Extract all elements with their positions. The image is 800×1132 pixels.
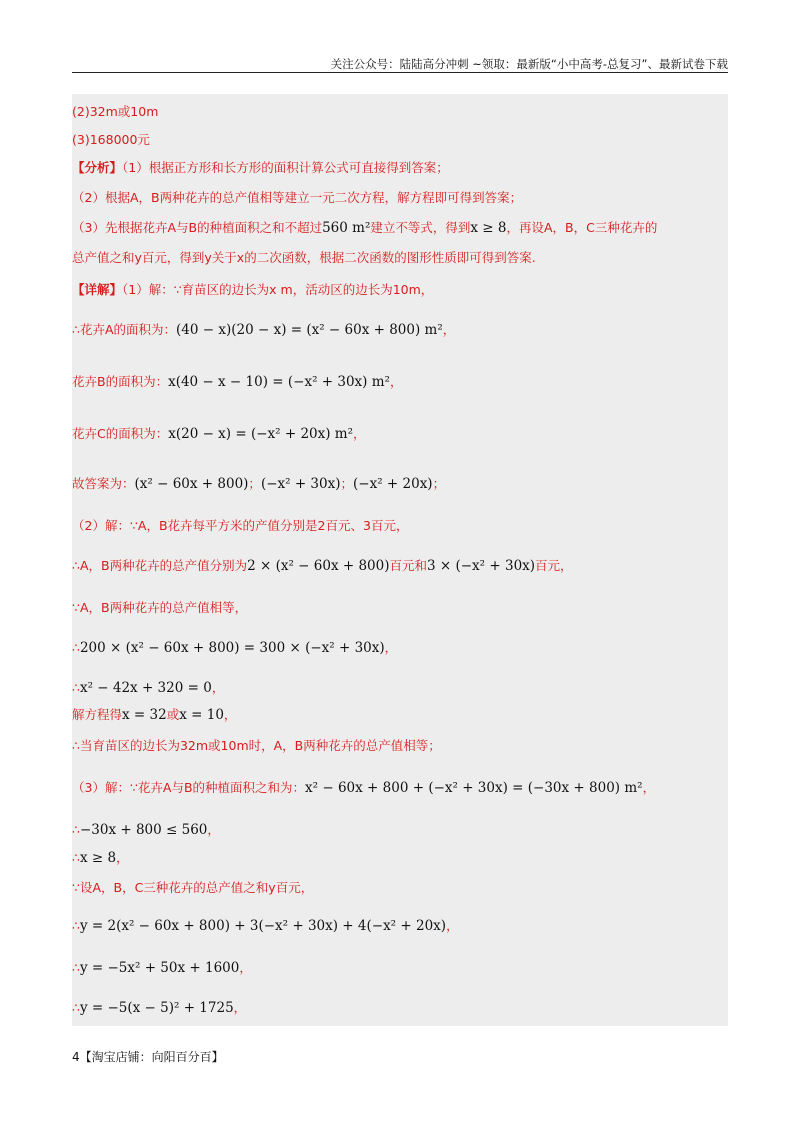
answer-part-3: (3)168000元: [72, 132, 150, 147]
detail-line-11: 解方程得x = 32或x = 10，: [72, 707, 237, 723]
page-footer: 4【淘宝店铺：向阳百分百】: [72, 1050, 224, 1064]
header-rule: [72, 72, 728, 73]
detail-line-7: ∴A，B两种花卉的总产值分别为2 × (x² − 60x + 800)百元和3 × (−x² + 30x)百元，: [72, 558, 573, 574]
answer-part-2: (2)32m或10m: [72, 104, 159, 119]
analysis-tag: 【分析】: [72, 160, 123, 175]
detail-line-9: ∴200 × (x² − 60x + 800) = 300 × (−x² + 30x)，: [72, 640, 398, 656]
detail-line-2: ∴花卉A的面积为：(40 − x)(20 − x) = (x² − 60x + 800) m²，: [72, 322, 456, 338]
detail-line-10: ∴x² − 42x + 320 = 0，: [72, 680, 225, 696]
detail-line-6: （2）解：∵A，B花卉每平方米的产值分别是2百元、3百元，: [72, 518, 409, 533]
detail-line-13: （3）解：∵花卉A与B的种植面积之和为：x² − 60x + 800 + (−x² + 30x) = (−30x + 800) m²，: [72, 780, 656, 796]
detail-line-3: 花卉B的面积为：x(40 − x − 10) = (−x² + 30x) m²，: [72, 374, 403, 390]
detail-line-18: ∴y = −5x² + 50x + 1600，: [72, 960, 252, 976]
detail-line-19: ∴y = −5(x − 5)² + 1725，: [72, 1000, 247, 1016]
detail-line-1: 【详解】（1）解：∵育苗区的边长为x m，活动区的边长为10m，: [72, 282, 434, 297]
detail-line-5: 故答案为：(x² − 60x + 800)；(−x² + 30x)；(−x² + 20x)；: [72, 476, 446, 492]
detail-line-15: ∴x ≥ 8，: [72, 850, 129, 866]
detail-line-16: ∵设A，B，C三种花卉的总产值之和y百元，: [72, 880, 314, 895]
analysis-line-4: 总产值之和y百元，得到y关于x的二次函数，根据二次函数的图形性质即可得到答案.: [72, 250, 536, 265]
detail-line-17: ∴y = 2(x² − 60x + 800) + 3(−x² + 30x) + 4(−x² + 20x)，: [72, 918, 459, 934]
detail-line-12: ∴当育苗区的边长为32m或10m时，A，B两种花卉的总产值相等；: [72, 738, 441, 753]
analysis-line-1: 【分析】（1）根据正方形和长方形的面积计算公式可直接得到答案；: [72, 160, 449, 175]
detail-line-4: 花卉C的面积为：x(20 − x) = (−x² + 20x) m²，: [72, 426, 366, 442]
solution-content: [72, 94, 728, 1026]
detail-line-8: ∵A，B两种花卉的总产值相等，: [72, 600, 248, 615]
page-header: 关注公众号：陆陆高分冲刺 ~领取：最新版“小中高考-总复习”、最新试卷下载: [330, 57, 728, 71]
analysis-line-2: （2）根据A，B两种花卉的总产值相等建立一元二次方程，解方程即可得到答案；: [72, 190, 523, 205]
detail-tag: 【详解】: [72, 282, 123, 297]
analysis-line-3: （3）先根据花卉A与B的种植面积之和不超过560 m²建立不等式，得到x ≥ 8，再设A，B，C三种花卉的: [72, 220, 658, 236]
detail-line-14: ∴−30x + 800 ≤ 560，: [72, 822, 220, 838]
